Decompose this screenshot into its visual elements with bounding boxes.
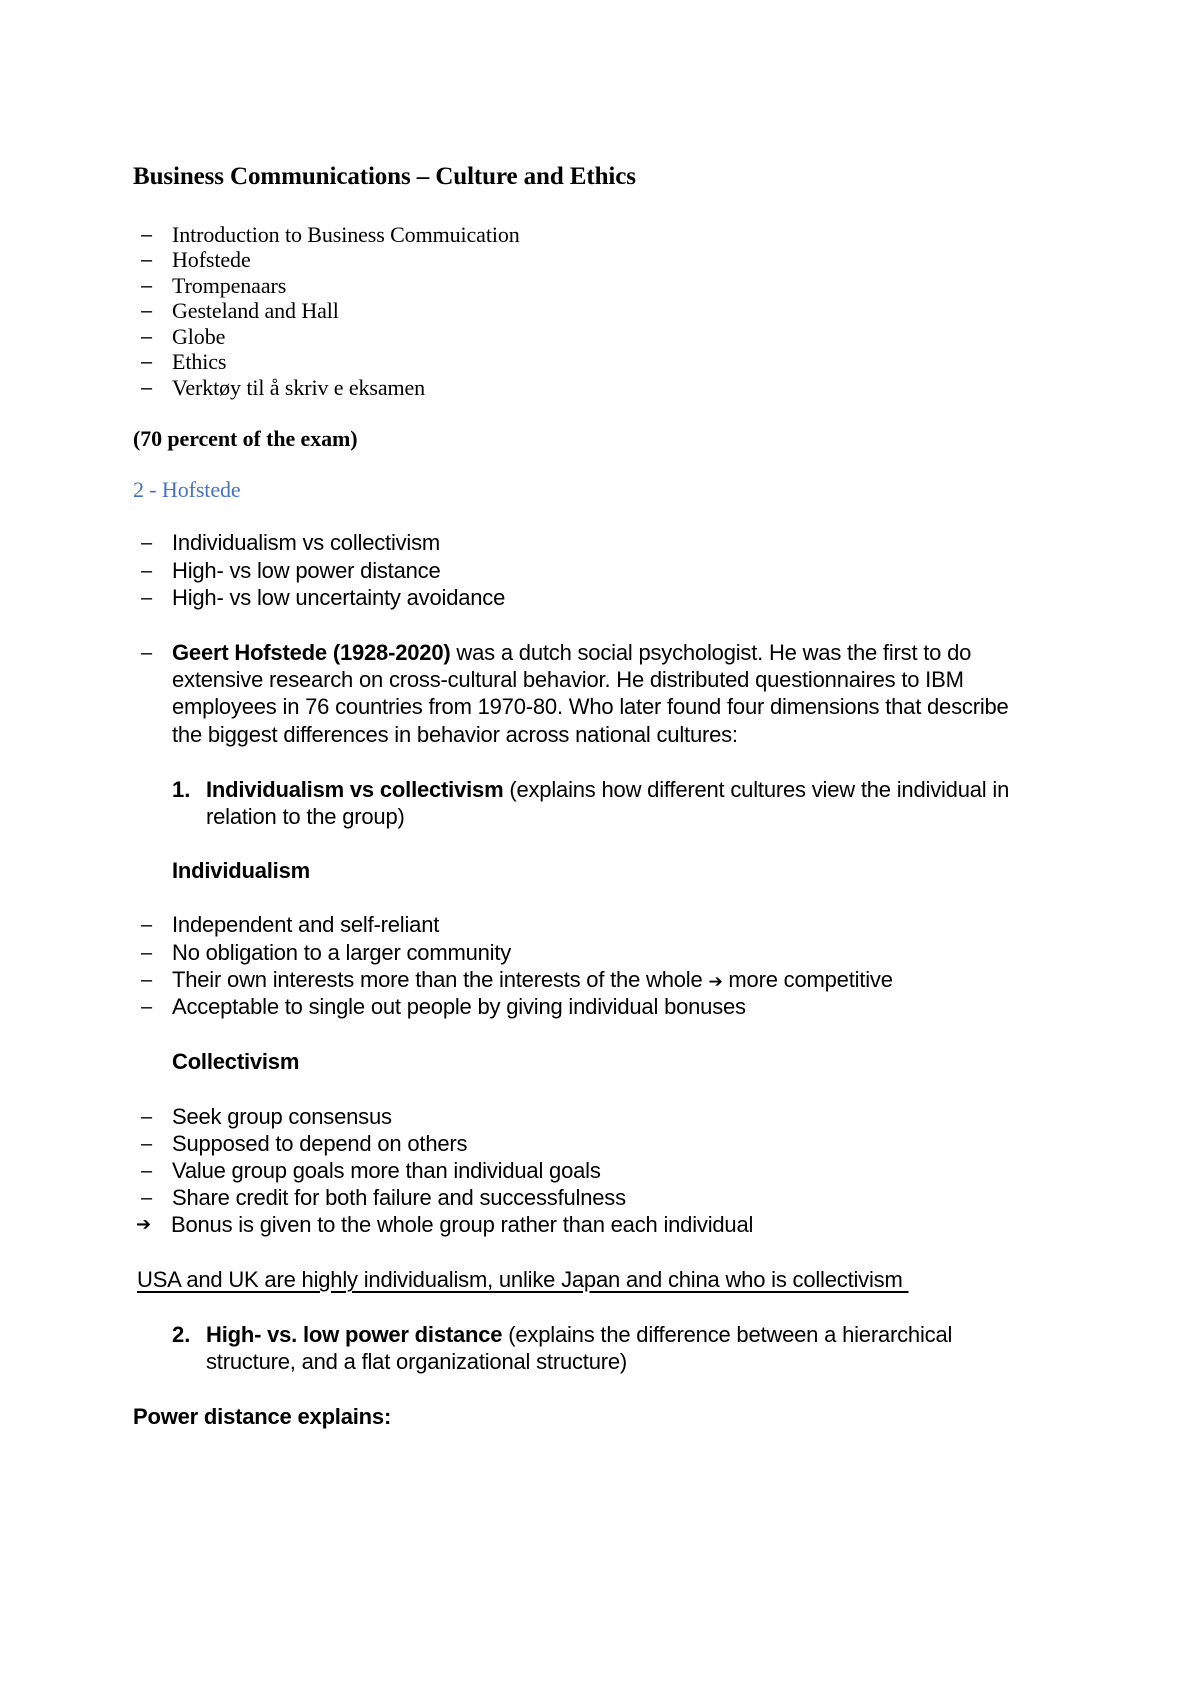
underlined-note: USA and UK are highly individualism, unlike Japan and china who is collectivism bbox=[137, 1267, 909, 1292]
list-item-label: Supposed to depend on others bbox=[172, 1131, 468, 1156]
dash-marker: – bbox=[141, 351, 153, 373]
list-item-label: Share credit for both failure and successfulness bbox=[172, 1185, 626, 1210]
geert-name: Geert Hofstede (1928-2020) bbox=[172, 640, 451, 665]
dash-marker: – bbox=[141, 224, 153, 246]
item-text: (explains how different cultures view the individual in bbox=[503, 777, 1010, 802]
list-item-label: Independent and self-reliant bbox=[172, 912, 440, 937]
individualism-heading: Individualism bbox=[172, 858, 310, 883]
item-text: (explains the difference between a hierarchical bbox=[502, 1322, 953, 1347]
item-line bbox=[206, 777, 1009, 803]
toc-item-label: Trompenaars bbox=[172, 273, 287, 298]
dash-marker: – bbox=[141, 249, 153, 271]
list-item-label: Acceptable to single out people by giving individual bonuses bbox=[172, 994, 746, 1019]
list-item-text: Their own interests more than the interests of the whole bbox=[172, 967, 703, 992]
dash-marker: – bbox=[141, 1187, 153, 1209]
toc-item-label: Hofstede bbox=[172, 247, 251, 272]
list-item-label: Seek group consensus bbox=[172, 1104, 392, 1129]
right-arrow-icon: ➔ bbox=[136, 1214, 152, 1235]
item-line bbox=[206, 1322, 952, 1348]
dash-marker: – bbox=[141, 914, 153, 936]
item-number: 2. bbox=[172, 1322, 191, 1347]
exam-note: (70 percent of the exam) bbox=[133, 426, 358, 451]
dimension-label: High- vs low power distance bbox=[172, 558, 441, 583]
dash-marker: – bbox=[141, 560, 153, 582]
toc-item-label: Introduction to Business Commuication bbox=[172, 222, 520, 247]
list-item-text: more competitive bbox=[728, 967, 893, 992]
section-heading: 2 - Hofstede bbox=[133, 477, 241, 502]
paragraph-line: employees in 76 countries from 1970-80. Who later found four dimensions that describe bbox=[172, 694, 1009, 719]
dimension-label: High- vs low uncertainty avoidance bbox=[172, 585, 506, 610]
item-bold-title: High- vs. low power distance bbox=[206, 1322, 503, 1347]
toc-item-label: Globe bbox=[172, 324, 226, 349]
dash-marker: – bbox=[141, 326, 153, 348]
dash-marker: – bbox=[141, 1106, 153, 1128]
dash-marker: – bbox=[141, 942, 153, 964]
item-number: 1. bbox=[172, 777, 191, 802]
list-item-label: No obligation to a larger community bbox=[172, 940, 512, 965]
toc-item-label: Ethics bbox=[172, 349, 227, 374]
power-distance-heading: Power distance explains: bbox=[133, 1404, 392, 1429]
paragraph-line: extensive research on cross-cultural behavior. He distributed questionnaires to IBM bbox=[172, 667, 964, 692]
collectivism-heading: Collectivism bbox=[172, 1049, 300, 1074]
list-item-label: Bonus is given to the whole group rather than each individual bbox=[171, 1212, 754, 1237]
paragraph-text: was a dutch social psychologist. He was the first to do bbox=[450, 640, 972, 665]
dash-marker: – bbox=[141, 532, 153, 554]
paragraph-line: the biggest differences in behavior across national cultures: bbox=[172, 722, 738, 747]
list-item-label: Value group goals more than individual goals bbox=[172, 1158, 601, 1183]
dash-marker: – bbox=[141, 275, 153, 297]
dash-marker: – bbox=[141, 377, 153, 399]
item-line: relation to the group) bbox=[206, 804, 405, 829]
toc-item-label: Verktøy til å skriv e eksamen bbox=[172, 375, 426, 400]
dash-marker: – bbox=[141, 642, 153, 664]
dash-marker: – bbox=[141, 996, 153, 1018]
item-bold-title: Individualism vs collectivism bbox=[206, 777, 504, 802]
dash-marker: – bbox=[141, 587, 153, 609]
document-title: Business Communications – Culture and Ethics bbox=[133, 163, 636, 190]
dash-marker: – bbox=[141, 1133, 153, 1155]
right-arrow-icon: ➔ bbox=[708, 972, 723, 992]
paragraph-line bbox=[172, 640, 971, 666]
dash-marker: – bbox=[141, 969, 153, 991]
dimension-label: Individualism vs collectivism bbox=[172, 530, 441, 555]
dash-marker: – bbox=[141, 1160, 153, 1182]
dash-marker: – bbox=[141, 300, 153, 322]
toc-item-label: Gesteland and Hall bbox=[172, 298, 339, 323]
list-item-label bbox=[172, 967, 893, 993]
item-line: structure, and a flat organizational structure) bbox=[206, 1349, 628, 1374]
